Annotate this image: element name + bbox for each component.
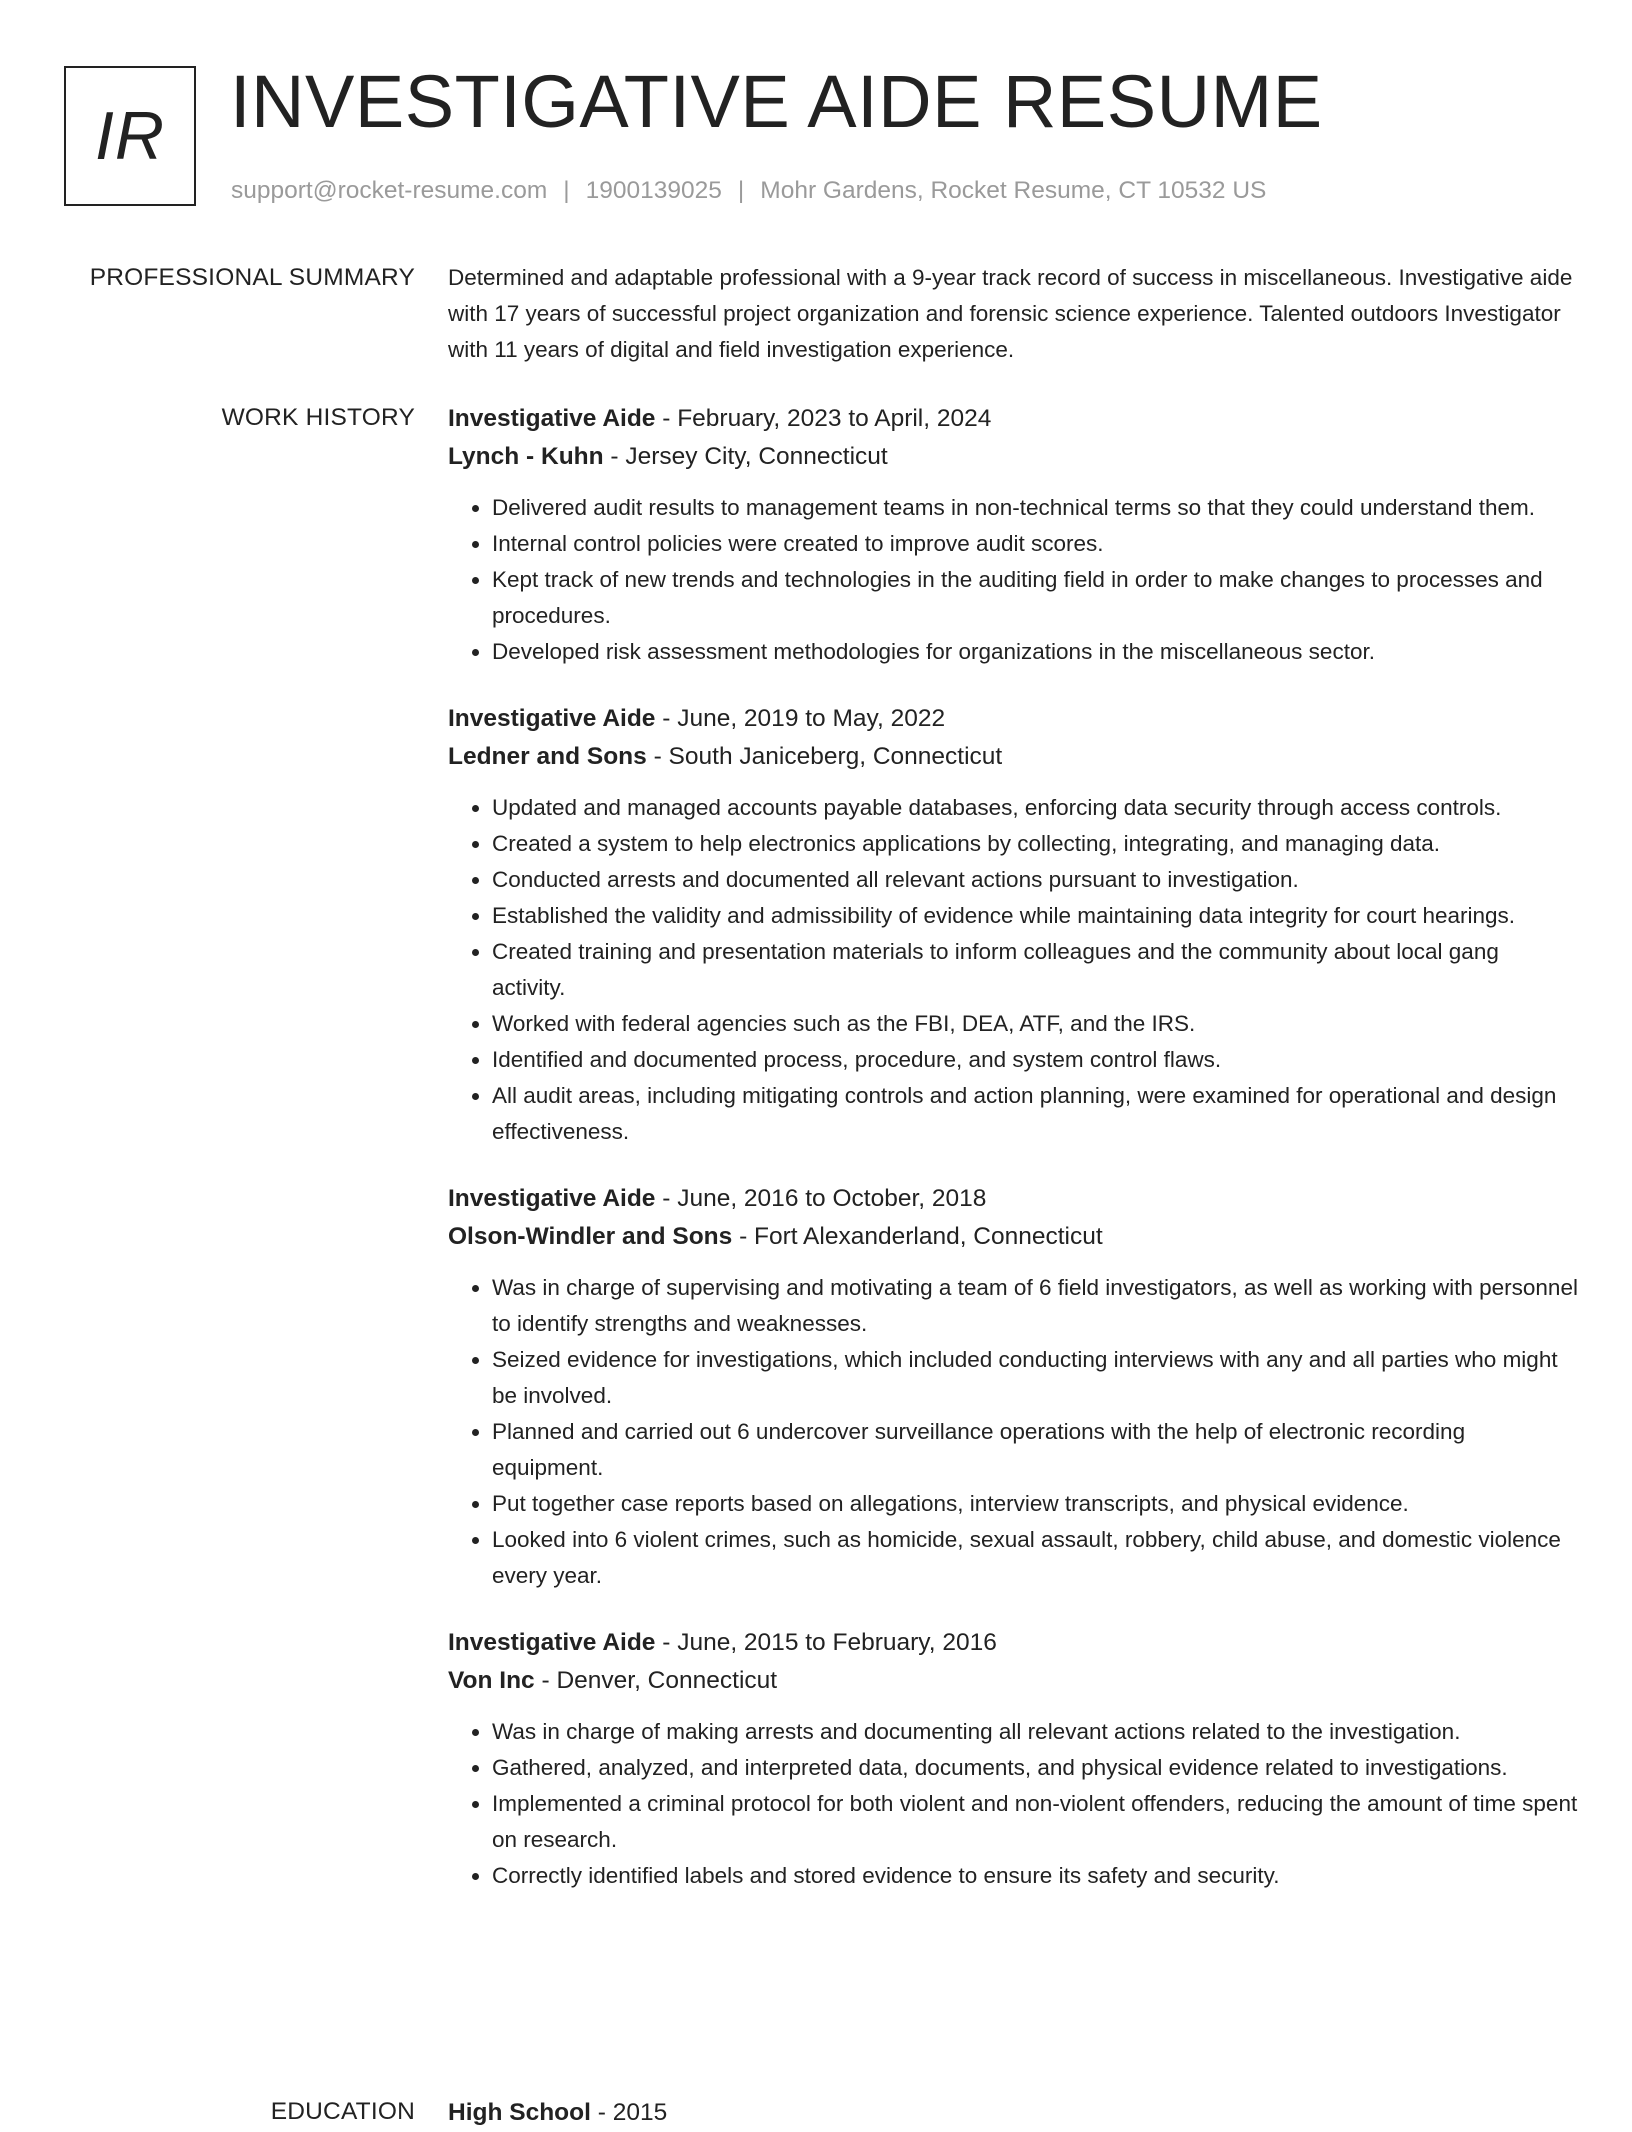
job-location: - Fort Alexanderland, Connecticut [732, 1223, 1103, 1250]
job-title-line [448, 1624, 1578, 1662]
contact-address: Mohr Gardens, Rocket Resume, CT 10532 US [760, 177, 1267, 204]
job-duties-list [448, 1714, 1578, 1894]
job-duty-item: • Internal control policies were created to improve audit scores. [492, 526, 1578, 562]
summary-label: PROFESSIONAL SUMMARY [89, 264, 415, 291]
job-company-line [448, 738, 1578, 776]
job-title: Investigative Aide [448, 1185, 656, 1212]
job-duty-item: • Established the validity and admissibility of evidence while maintaining data integrity for court hearings. [492, 898, 1578, 934]
job-title: Investigative Aide [448, 1629, 656, 1656]
job-duty-item: • Kept track of new trends and technologies in the auditing field in order to make changes to processes and procedures. [492, 562, 1578, 634]
resume-header [0, 0, 1632, 230]
job-duty-item: • Gathered, analyzed, and interpreted data, documents, and physical evidence related to investigations. [492, 1750, 1578, 1786]
job-location: - Jersey City, Connecticut [603, 443, 888, 470]
job-duty-item: • Correctly identified labels and stored evidence to ensure its safety and security. [492, 1858, 1578, 1894]
job-title: Investigative Aide [448, 705, 656, 732]
job-dates: - February, 2023 to April, 2024 [655, 405, 992, 432]
job-company-line [448, 1218, 1578, 1256]
education-year: - 2015 [590, 2099, 668, 2126]
job-location: - South Janiceberg, Connecticut [646, 743, 1003, 770]
summary-body [448, 260, 1578, 368]
job-company: Olson-Windler and Sons [448, 1223, 733, 1250]
job-entry [448, 1180, 1578, 1594]
job-duty-item: • Created training and presentation materials to inform colleagues and the community about local gang activity. [492, 934, 1578, 1006]
contact-phone[interactable]: 1900139025 [585, 177, 722, 204]
job-dates: - June, 2016 to October, 2018 [655, 1185, 987, 1212]
job-duty-item: • Worked with federal agencies such as the FBI, DEA, ATF, and the IRS. [492, 1006, 1578, 1042]
monogram-text: IR [95, 98, 165, 174]
job-title-line [448, 1180, 1578, 1218]
contact-separator: | [563, 177, 570, 204]
contact-email[interactable]: support@rocket-resume.com [231, 177, 548, 204]
education-degree: High School [448, 2099, 591, 2126]
job-location: - Denver, Connecticut [534, 1667, 778, 1694]
job-dates: - June, 2019 to May, 2022 [655, 705, 946, 732]
job-entry [448, 1624, 1578, 1894]
job-duty-item: • Implemented a criminal protocol for both violent and non-violent offenders, reducing the amount of time spent on research. [492, 1786, 1578, 1858]
contact-separator: | [737, 177, 745, 204]
resume-title: INVESTIGATIVE AIDE RESUME [230, 60, 1323, 143]
job-duty-item: • Updated and managed accounts payable databases, enforcing data security through access controls. [492, 790, 1578, 826]
education-label: EDUCATION [270, 2098, 415, 2125]
job-entry [448, 400, 1578, 670]
job-entry [448, 700, 1578, 1150]
job-title: Investigative Aide [448, 405, 656, 432]
job-duty-item: • Identified and documented process, procedure, and system control flaws. [492, 1042, 1578, 1078]
job-duty-item: • Created a system to help electronics applications by collecting, integrating, and managing data. [492, 826, 1578, 862]
job-duty-item: • Was in charge of making arrests and documenting all relevant actions related to the investigation. [492, 1714, 1578, 1750]
job-title-line [448, 400, 1578, 438]
work-history-body [448, 400, 1578, 1924]
job-duty-item: • Developed risk assessment methodologies for organizations in the miscellaneous sector. [492, 634, 1578, 670]
summary-text: Determined and adaptable professional with a 9-year track record of success in miscellaneous. Investigative aide with 17 years of successful project organization and forensic science experience. Talented outdoors Investigator with 11 years of digital and field investigation experience. [448, 265, 1573, 362]
work-history-label: WORK HISTORY [221, 404, 415, 431]
job-duties-list [448, 1270, 1578, 1594]
education-entry [448, 2094, 1578, 2132]
job-duty-item: • Looked into 6 violent crimes, such as homicide, sexual assault, robbery, child abuse, and domestic violence every year. [492, 1522, 1578, 1594]
job-company: Ledner and Sons [448, 743, 647, 770]
contact-line [231, 175, 1266, 207]
job-duty-item: • Was in charge of supervising and motivating a team of 6 field investigators, as well as working with personnel to identify strengths and weaknesses. [492, 1270, 1578, 1342]
job-company-line [448, 1662, 1578, 1700]
job-duty-item: • Delivered audit results to management teams in non-technical terms so that they could understand them. [492, 490, 1578, 526]
job-duties-list [448, 790, 1578, 1150]
job-duties-list [448, 490, 1578, 670]
education-body [448, 2094, 1578, 2132]
job-duty-item: • All audit areas, including mitigating controls and action planning, were examined for operational and design effectiveness. [492, 1078, 1578, 1150]
job-company: Von Inc [448, 1667, 535, 1694]
monogram-logo [64, 66, 196, 206]
job-dates: - June, 2015 to February, 2016 [655, 1629, 997, 1656]
job-duty-item: • Conducted arrests and documented all relevant actions pursuant to investigation. [492, 862, 1578, 898]
job-title-line [448, 700, 1578, 738]
job-company: Lynch - Kuhn [448, 443, 604, 470]
job-duty-item: • Seized evidence for investigations, which included conducting interviews with any and all parties who might be involved. [492, 1342, 1578, 1414]
job-duty-item: • Put together case reports based on allegations, interview transcripts, and physical evidence. [492, 1486, 1578, 1522]
job-company-line [448, 438, 1578, 476]
job-duty-item: • Planned and carried out 6 undercover surveillance operations with the help of electronic recording equipment. [492, 1414, 1578, 1486]
